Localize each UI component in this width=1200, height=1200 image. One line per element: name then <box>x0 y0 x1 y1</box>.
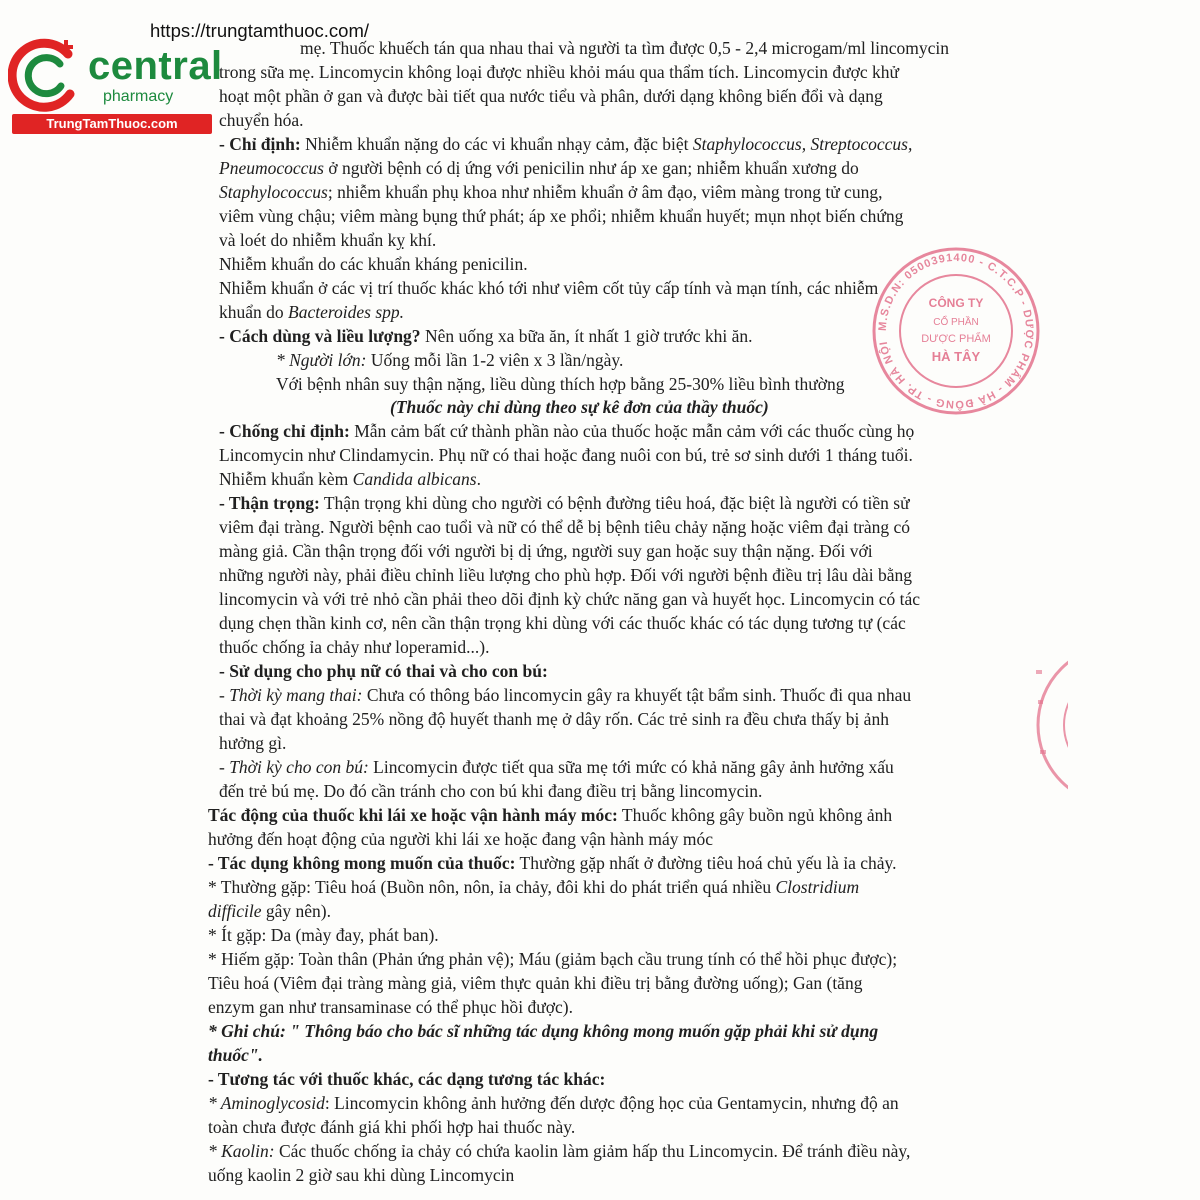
section-heading: - Tác dụng không mong muốn của thuốc: <box>208 853 516 873</box>
text-line: chuyển hóa. <box>219 110 304 130</box>
text-line <box>219 133 912 155</box>
logo-site-text: TrungTamThuoc.com <box>46 116 178 131</box>
section-heading: - Cách dùng và liều lượng? <box>219 326 421 346</box>
central-pharmacy-logo <box>8 36 223 136</box>
text-line <box>208 1092 899 1114</box>
text-line: hưởng đến hoạt động của người khi lái xe hoặc đang vận hành máy móc <box>208 829 713 849</box>
text-run: * Kaolin: <box>208 1141 275 1161</box>
logo-tagline: pharmacy <box>103 88 174 105</box>
stamp-line-2: CỔ PHẦN <box>933 317 979 328</box>
section-heading: - Thận trọng: <box>219 493 320 513</box>
text-run: Staphylococcus <box>219 182 328 202</box>
text-line: toàn chưa được đánh giá khi phối hợp hai thuốc này. <box>208 1117 576 1137</box>
text-line: dụng chẹn thần kinh cơ, nên cần thận trọng khi dùng với các thuốc khác có tác dụng tương tự (các <box>219 613 906 633</box>
text-line <box>208 852 897 874</box>
text-line <box>219 468 481 490</box>
text-run: * Người lớn: <box>276 350 367 370</box>
text-run: Lincomycin được tiết qua sữa mẹ tới mức có khả năng gây ảnh hưởng xấu <box>368 757 894 777</box>
note-line: * Ghi chú: " Thông báo cho bác sĩ những tác dụng không mong muốn gặp phải khi sử dụng <box>208 1021 879 1041</box>
text-run: * Thường gặp: Tiêu hoá (Buồn nôn, nôn, ỉa chảy, đôi khi do phát triển quá nhiều <box>208 877 776 897</box>
text-run: Nhiễm khuẩn nặng do các vi khuẩn nhạy cảm, đặc biệt <box>300 134 693 154</box>
text-line: viêm vùng chậu; viêm màng bụng thứ phát; áp xe phổi; nhiễm khuẩn huyết; mụn nhọt biến chứng <box>219 206 904 226</box>
text-line: Lincomycin như Clindamycin. Phụ nữ có thai hoặc đang nuôi con bú, trẻ sơ sinh dưới 1 tháng tuổi. <box>219 445 913 465</box>
text-run: Nhiễm khuẩn kèm <box>219 469 353 489</box>
text-line <box>276 349 623 371</box>
text-line: mẹ. Thuốc khuếch tán qua nhau thai và người ta tìm được 0,5 - 2,4 microgam/ml lincomycin <box>300 38 950 58</box>
text-line: thai và đạt khoảng 25% nồng độ huyết thanh mẹ ở dây rốn. Các trẻ sinh ra đều chưa thấy bị ảnh <box>219 709 889 729</box>
text-line: lincomycin và với trẻ nhỏ cần phải theo dõi định kỳ chức năng gan và huyết học. Lincomycin có tác <box>219 589 921 609</box>
text-line: * Ít gặp: Da (mày đay, phát ban). <box>208 925 439 945</box>
text-line: uống kaolin 2 giờ sau khi dùng Lincomycin <box>208 1165 515 1185</box>
text-line: Nhiễm khuẩn do các khuẩn kháng penicilin. <box>219 254 528 274</box>
text-run: Các thuốc chống ỉa chảy có chứa kaolin làm giảm hấp thu Lincomycin. Để tránh điều này, <box>274 1141 911 1161</box>
text-line <box>208 1140 910 1162</box>
text-run: - Thời kỳ mang thai: <box>219 685 363 705</box>
logo-c-icon <box>8 36 88 114</box>
logo-brand-text: central <box>88 44 223 88</box>
stamp-line-3: DƯỢC PHẨM <box>921 333 991 345</box>
stamp-line-4: HÀ TÂY <box>931 349 981 364</box>
text-line: thuốc chống ỉa chảy như loperamid...). <box>219 637 490 657</box>
section-heading: - Chỉ định: <box>219 134 301 154</box>
text-run: Candida albicans <box>352 469 477 489</box>
text-run: difficile <box>208 901 262 921</box>
text-line: màng giả. Cần thận trọng đối với người bị dị ứng, người suy gan hoặc suy thận nặng. Đối với <box>219 541 873 561</box>
text-line: hoạt một phần ở gan và được bài tiết qua nước tiểu và phân, dưới dạng không biến đổi và dạng <box>219 86 883 106</box>
text-run: Pneumococcus <box>219 158 324 178</box>
text-run: Uống mỗi lần 1-2 viên x 3 lần/ngày. <box>366 350 624 370</box>
section-heading: - Tương tác với thuốc khác, các dạng tương tác khác: <box>208 1069 606 1089</box>
text-run: khuẩn do <box>219 302 289 322</box>
text-run: . <box>476 469 481 489</box>
text-line <box>219 181 882 203</box>
company-stamp <box>870 245 1042 417</box>
text-line <box>208 804 892 826</box>
text-run: Mẫn cảm bất cứ thành phần nào của thuốc hoặc mẫn cảm với các thuốc cùng họ <box>349 421 915 441</box>
logo-site-bar <box>12 114 212 134</box>
text-line <box>219 756 894 778</box>
text-line: trong sữa mẹ. Lincomycin không loại được nhiều khỏi máu qua thẩm tích. Lincomycin được khử <box>219 62 899 82</box>
text-run: Staphylococcus, Streptococcus, <box>692 134 913 154</box>
text-run: gây nên). <box>261 901 331 921</box>
text-line: đến trẻ bú mẹ. Do đó cần tránh cho con bú khi đang điều trị bằng lincomycin. <box>219 781 763 801</box>
text-line: và loét do nhiễm khuẩn kỵ khí. <box>219 230 437 250</box>
text-line: Với bệnh nhân suy thận nặng, liều dùng thích hợp bằng 25-30% liều bình thường <box>276 374 845 394</box>
text-line <box>219 301 404 323</box>
text-run: Nên uống xa bữa ăn, ít nhất 1 giờ trước khi ăn. <box>420 326 753 346</box>
text-line: * Hiếm gặp: Toàn thân (Phản ứng phản vệ); Máu (giảm bạch cầu trung tính có thể hồi phục được); <box>208 949 898 969</box>
stamp-line-1: CÔNG TY <box>928 296 984 310</box>
text-run: ở người bệnh có dị ứng với penicilin như áp xe gan; nhiễm khuẩn xương do <box>323 158 859 178</box>
text-run: Thường gặp nhất ở đường tiêu hoá chủ yếu là ỉa chảy. <box>515 853 897 873</box>
text-line <box>219 325 753 347</box>
text-line <box>219 492 910 514</box>
text-line <box>208 900 331 922</box>
text-run: * Aminoglycosid <box>208 1093 325 1113</box>
text-run: - Thời kỳ cho con bú: <box>219 757 369 777</box>
section-heading: - Chống chỉ định: <box>219 421 350 441</box>
text-run: Clostridium <box>775 877 860 897</box>
section-heading: - Sử dụng cho phụ nữ có thai và cho con bú: <box>219 661 548 681</box>
prescription-note: (Thuốc này chỉ dùng theo sự kê đơn của thầy thuốc) <box>390 397 769 417</box>
text-line <box>219 420 914 442</box>
note-line: thuốc". <box>208 1045 263 1065</box>
section-heading: Tác động của thuốc khi lái xe hoặc vận hành máy móc: <box>208 805 618 825</box>
text-run: ; nhiễm khuẩn phụ khoa như nhiễm khuẩn ở âm đạo, viêm màng trong tử cung, <box>327 182 883 202</box>
text-line: Nhiễm khuẩn ở các vị trí thuốc khác khó tới như viêm cốt tủy cấp tính và mạn tính, các nhiễm <box>219 278 879 298</box>
text-line: Tiêu hoá (Viêm đại tràng màng giả, viêm thực quản khi điều trị bằng đường uống); Gan (tăng <box>208 973 863 993</box>
stamp-ring-text: M.S.D.N: 0500391400 - C.T.C.P - DƯỢC PHẨM - HÀ ĐÔNG - TP. HÀ NỘI <box>876 251 1036 411</box>
text-line <box>208 876 859 898</box>
text-run: Chưa có thông báo lincomycin gây ra khuyết tật bẩm sinh. Thuốc đi qua nhau <box>362 685 912 705</box>
partial-stamp <box>1028 640 1068 810</box>
text-line: hưởng gì. <box>219 733 287 753</box>
text-line: enzym gan như transaminase có thể phục hồi được). <box>208 997 573 1017</box>
text-line <box>219 157 859 179</box>
text-run: Bacteroides spp. <box>288 302 405 322</box>
text-line: viêm đại tràng. Người bệnh cao tuổi và nữ có thể dễ bị bệnh tiêu chảy nặng hoặc viêm đại tràng có <box>219 517 911 537</box>
text-line: những người này, phải điều chỉnh liều lượng cho phù hợp. Đối với người bệnh điều trị lâu dài bằng <box>219 565 913 585</box>
text-run: Thận trọng khi dùng cho người có bệnh đường tiêu hoá, đặc biệt là người có tiền sử <box>319 493 910 513</box>
text-run: Thuốc không gây buồn ngủ không ảnh <box>617 805 893 825</box>
source-url[interactable]: https://trungtamthuoc.com/ <box>150 20 370 41</box>
text-line <box>219 684 911 706</box>
text-run: : Lincomycin không ảnh hưởng đến dược động học của Gentamycin, nhưng độ an <box>324 1093 899 1113</box>
